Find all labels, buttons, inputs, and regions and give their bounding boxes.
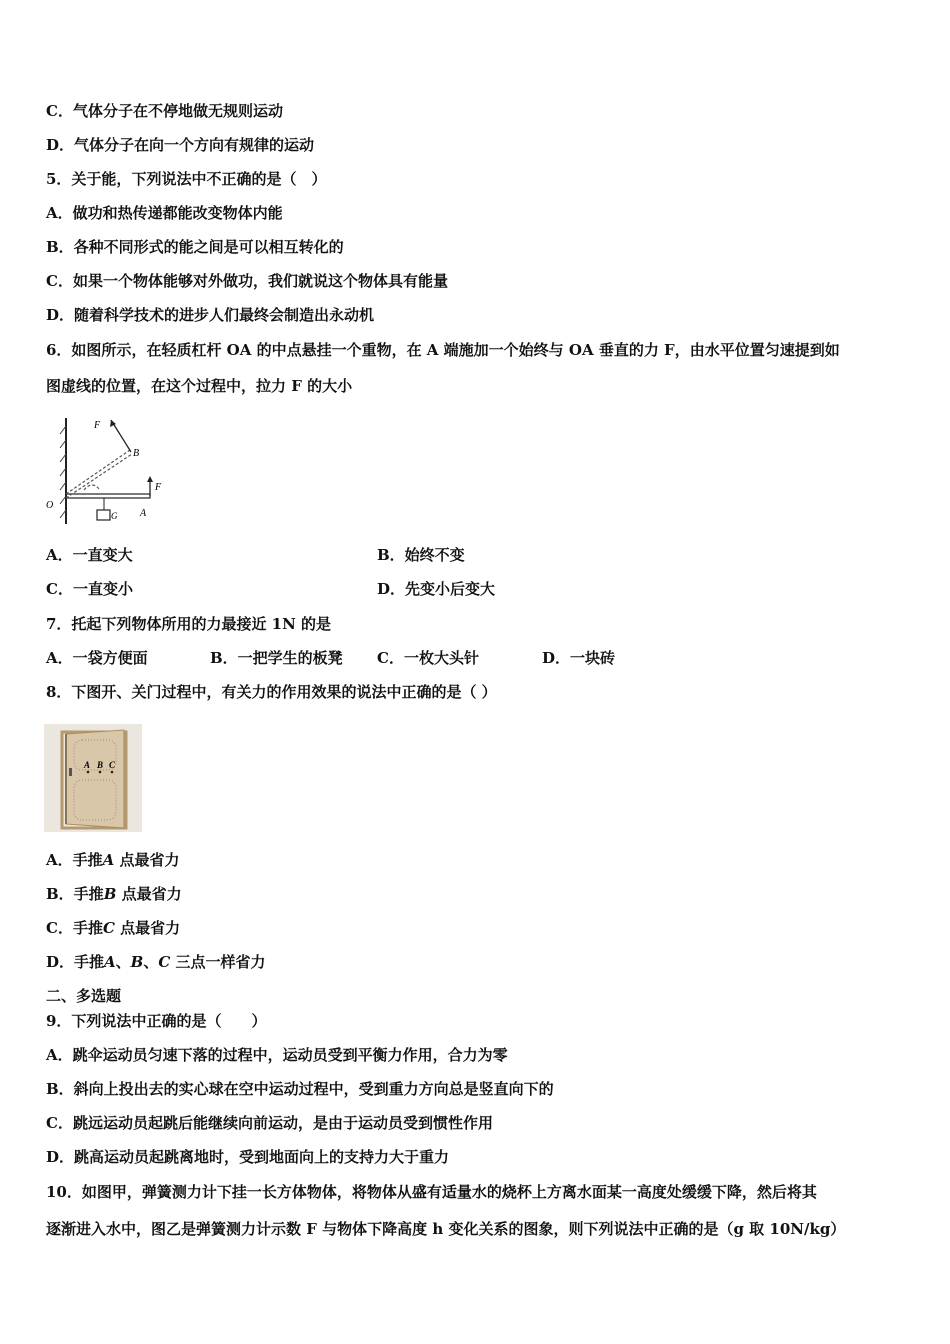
- q5-option-a: A．做功和热传递都能改变物体内能: [46, 204, 283, 222]
- q10-stem-line2: 逐渐进入水中，图乙是弹簧测力计示数 F 与物体下降高度 h 变化关系的图象，则下列说法中正确的是（g 取 10N/kg）: [46, 1220, 846, 1238]
- lever-diagram: [44, 412, 174, 532]
- label-g: G: [111, 511, 118, 521]
- q4-option-c: C．气体分子在不停地做无规则运动: [46, 102, 283, 120]
- label-a: A: [140, 508, 147, 519]
- q7-option-a: A．一袋方便面: [46, 649, 148, 667]
- q6-stem-line1: 6．如图所示，在轻质杠杆 OA 的中点悬挂一个重物，在 A 端施加一个始终与 OA 垂直的力 F，由水平位置匀速提到如: [46, 341, 840, 359]
- q10-stem-line1: 10．如图甲，弹簧测力计下挂一长方体物体，将物体从盛有适量水的烧杯上方离水面某一高度处缓缓下降，然后将其: [46, 1183, 817, 1201]
- door-figure: [44, 724, 142, 832]
- q9-option-a: A．跳伞运动员匀速下落的过程中，运动员受到平衡力作用，合力为零: [46, 1046, 508, 1064]
- label-o: O: [46, 500, 54, 511]
- label-f-right: F: [155, 482, 162, 493]
- door-label-a: A: [84, 760, 91, 770]
- q7-option-b: B．一把学生的板凳: [210, 649, 343, 667]
- q6-stem-line2: 图虚线的位置，在这个过程中，拉力 F 的大小: [46, 377, 353, 395]
- door-label-b: B: [97, 760, 104, 770]
- q5-option-c: C．如果一个物体能够对外做功，我们就说这个物体具有能量: [46, 272, 448, 290]
- label-f-top: F: [94, 420, 101, 431]
- q9-stem: 9．下列说法中正确的是（ ）: [46, 1012, 267, 1030]
- q7-stem: 7．托起下列物体所用的力最接近 1N 的是: [46, 615, 332, 633]
- q8-option-c: C．手推C 点最省力: [46, 919, 181, 937]
- section-title: 二、多选题: [46, 987, 122, 1005]
- q5-option-b: B．各种不同形式的能之间是可以相互转化的: [46, 238, 344, 256]
- label-b: B: [133, 448, 140, 459]
- q9-option-d: D．跳高运动员起跳离地时，受到地面向上的支持力大于重力: [46, 1148, 450, 1166]
- q9-option-b: B．斜向上投出去的实心球在空中运动过程中，受到重力方向总是竖直向下的: [46, 1080, 554, 1098]
- q7-option-c: C．一枚大头针: [377, 649, 479, 667]
- q8-option-a: A．手推A 点最省力: [46, 851, 180, 869]
- q6-option-d: D．先变小后变大: [377, 580, 496, 598]
- door-label-c: C: [109, 760, 116, 770]
- q6-option-b: B．始终不变: [377, 546, 465, 564]
- q4-option-d: D．气体分子在向一个方向有规律的运动: [46, 136, 315, 154]
- q5-option-d: D．随着科学技术的进步人们最终会制造出永动机: [46, 306, 375, 324]
- q6-option-c: C．一直变小: [46, 580, 133, 598]
- q7-option-d: D．一块砖: [542, 649, 616, 667]
- q5-stem: 5．关于能，下列说法中不正确的是（ ）: [46, 170, 327, 188]
- q8-stem: 8．下图开、关门过程中，有关力的作用效果的说法中正确的是（ ）: [46, 683, 497, 701]
- q8-option-d: D．手推A、B、C 三点一样省力: [46, 953, 266, 971]
- q8-option-b: B．手推B 点最省力: [46, 885, 182, 903]
- q6-option-a: A．一直变大: [46, 546, 133, 564]
- q9-option-c: C．跳远运动员起跳后能继续向前运动，是由于运动员受到惯性作用: [46, 1114, 493, 1132]
